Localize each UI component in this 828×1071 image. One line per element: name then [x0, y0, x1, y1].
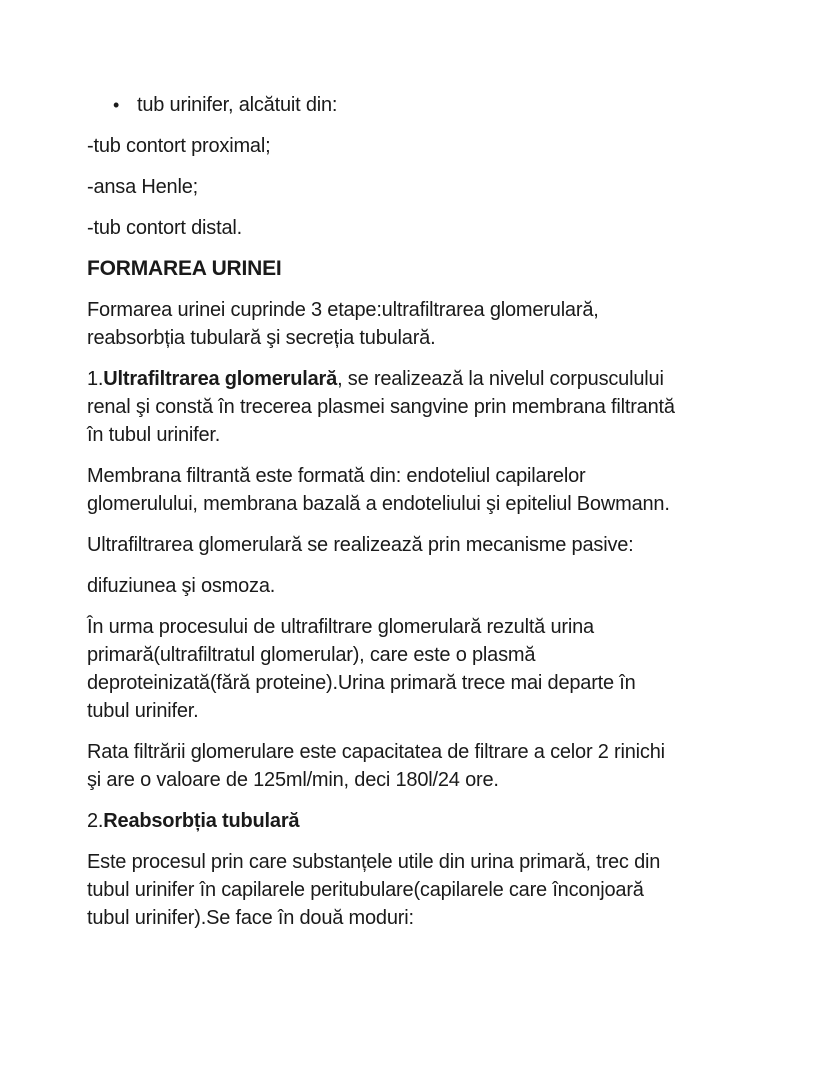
text-line: deproteinizată(fără proteine).Urina primară trece mai departe în [87, 672, 636, 694]
text-line: tubul urinifer. [87, 700, 199, 722]
dash-line: -tub contort proximal; [87, 135, 271, 157]
text-line: Formarea urinei cuprinde 3 etape:ultrafiltrarea glomerulară, [87, 299, 599, 321]
paragraph-mecanisme: Ultrafiltrarea glomerulară se realizează prin mecanisme pasive: [87, 534, 634, 556]
text-line: reabsorbția tubulară şi secreția tubulară. [87, 327, 436, 349]
text-line: în tubul urinifer. [87, 424, 221, 446]
section-heading-reabsorbtia [87, 807, 740, 835]
paragraph-membrana [87, 462, 740, 518]
text-line [87, 365, 740, 393]
text-line: primară(ultrafiltratul glomerular), care este o plasmă [87, 644, 536, 666]
text-line: tubul urinifer).Se face în două moduri: [87, 907, 414, 929]
text-line: În urma procesului de ultrafiltrare glomerulară rezultă urina [87, 616, 594, 638]
text-line: şi are o valoare de 125ml/min, deci 180l/24 ore. [87, 769, 499, 791]
bullet-item-text: tub urinifer, alcătuit din: [137, 94, 338, 116]
dash-line: -tub contort distal. [87, 217, 242, 239]
text-line: Rata filtrării glomerulare este capacitatea de filtrare a celor 2 rinichi [87, 741, 665, 763]
text-line: tubul urinifer în capilarele peritubulare(capilarele care înconjoară [87, 879, 644, 901]
paragraph-rata [87, 738, 740, 794]
bullet-item [87, 91, 740, 119]
paragraph-etape [87, 296, 740, 352]
paragraph-ultrafiltrarea [87, 365, 740, 449]
text-line: glomerulului, membrana bazală a endoteliului şi epiteliul Bowmann. [87, 493, 670, 515]
text-line: Membrana filtrantă este formată din: endoteliul capilarelor [87, 465, 586, 487]
section-heading-formarea-urinei: FORMAREA URINEI [87, 257, 282, 280]
text-line: Este procesul prin care substanțele utile din urina primară, trec din [87, 851, 661, 873]
subheading-ultrafiltrarea: Ultrafiltrarea glomerulară [103, 368, 338, 390]
subheading-reabsorbtia: Reabsorbția tubulară [103, 810, 300, 832]
text-line: renal şi constă în trecerea plasmei sangvine prin membrana filtrantă [87, 396, 675, 418]
list-number: 1. [87, 368, 104, 390]
bullet-icon: • [113, 95, 120, 115]
paragraph-este [87, 848, 740, 932]
dash-line: -ansa Henle; [87, 176, 198, 198]
list-number: 2. [87, 810, 104, 832]
paragraph-urma [87, 613, 740, 725]
paragraph-difuziunea: difuziunea şi osmoza. [87, 575, 276, 597]
text-segment: , se realizează la nivelul corpusculului [337, 368, 664, 390]
